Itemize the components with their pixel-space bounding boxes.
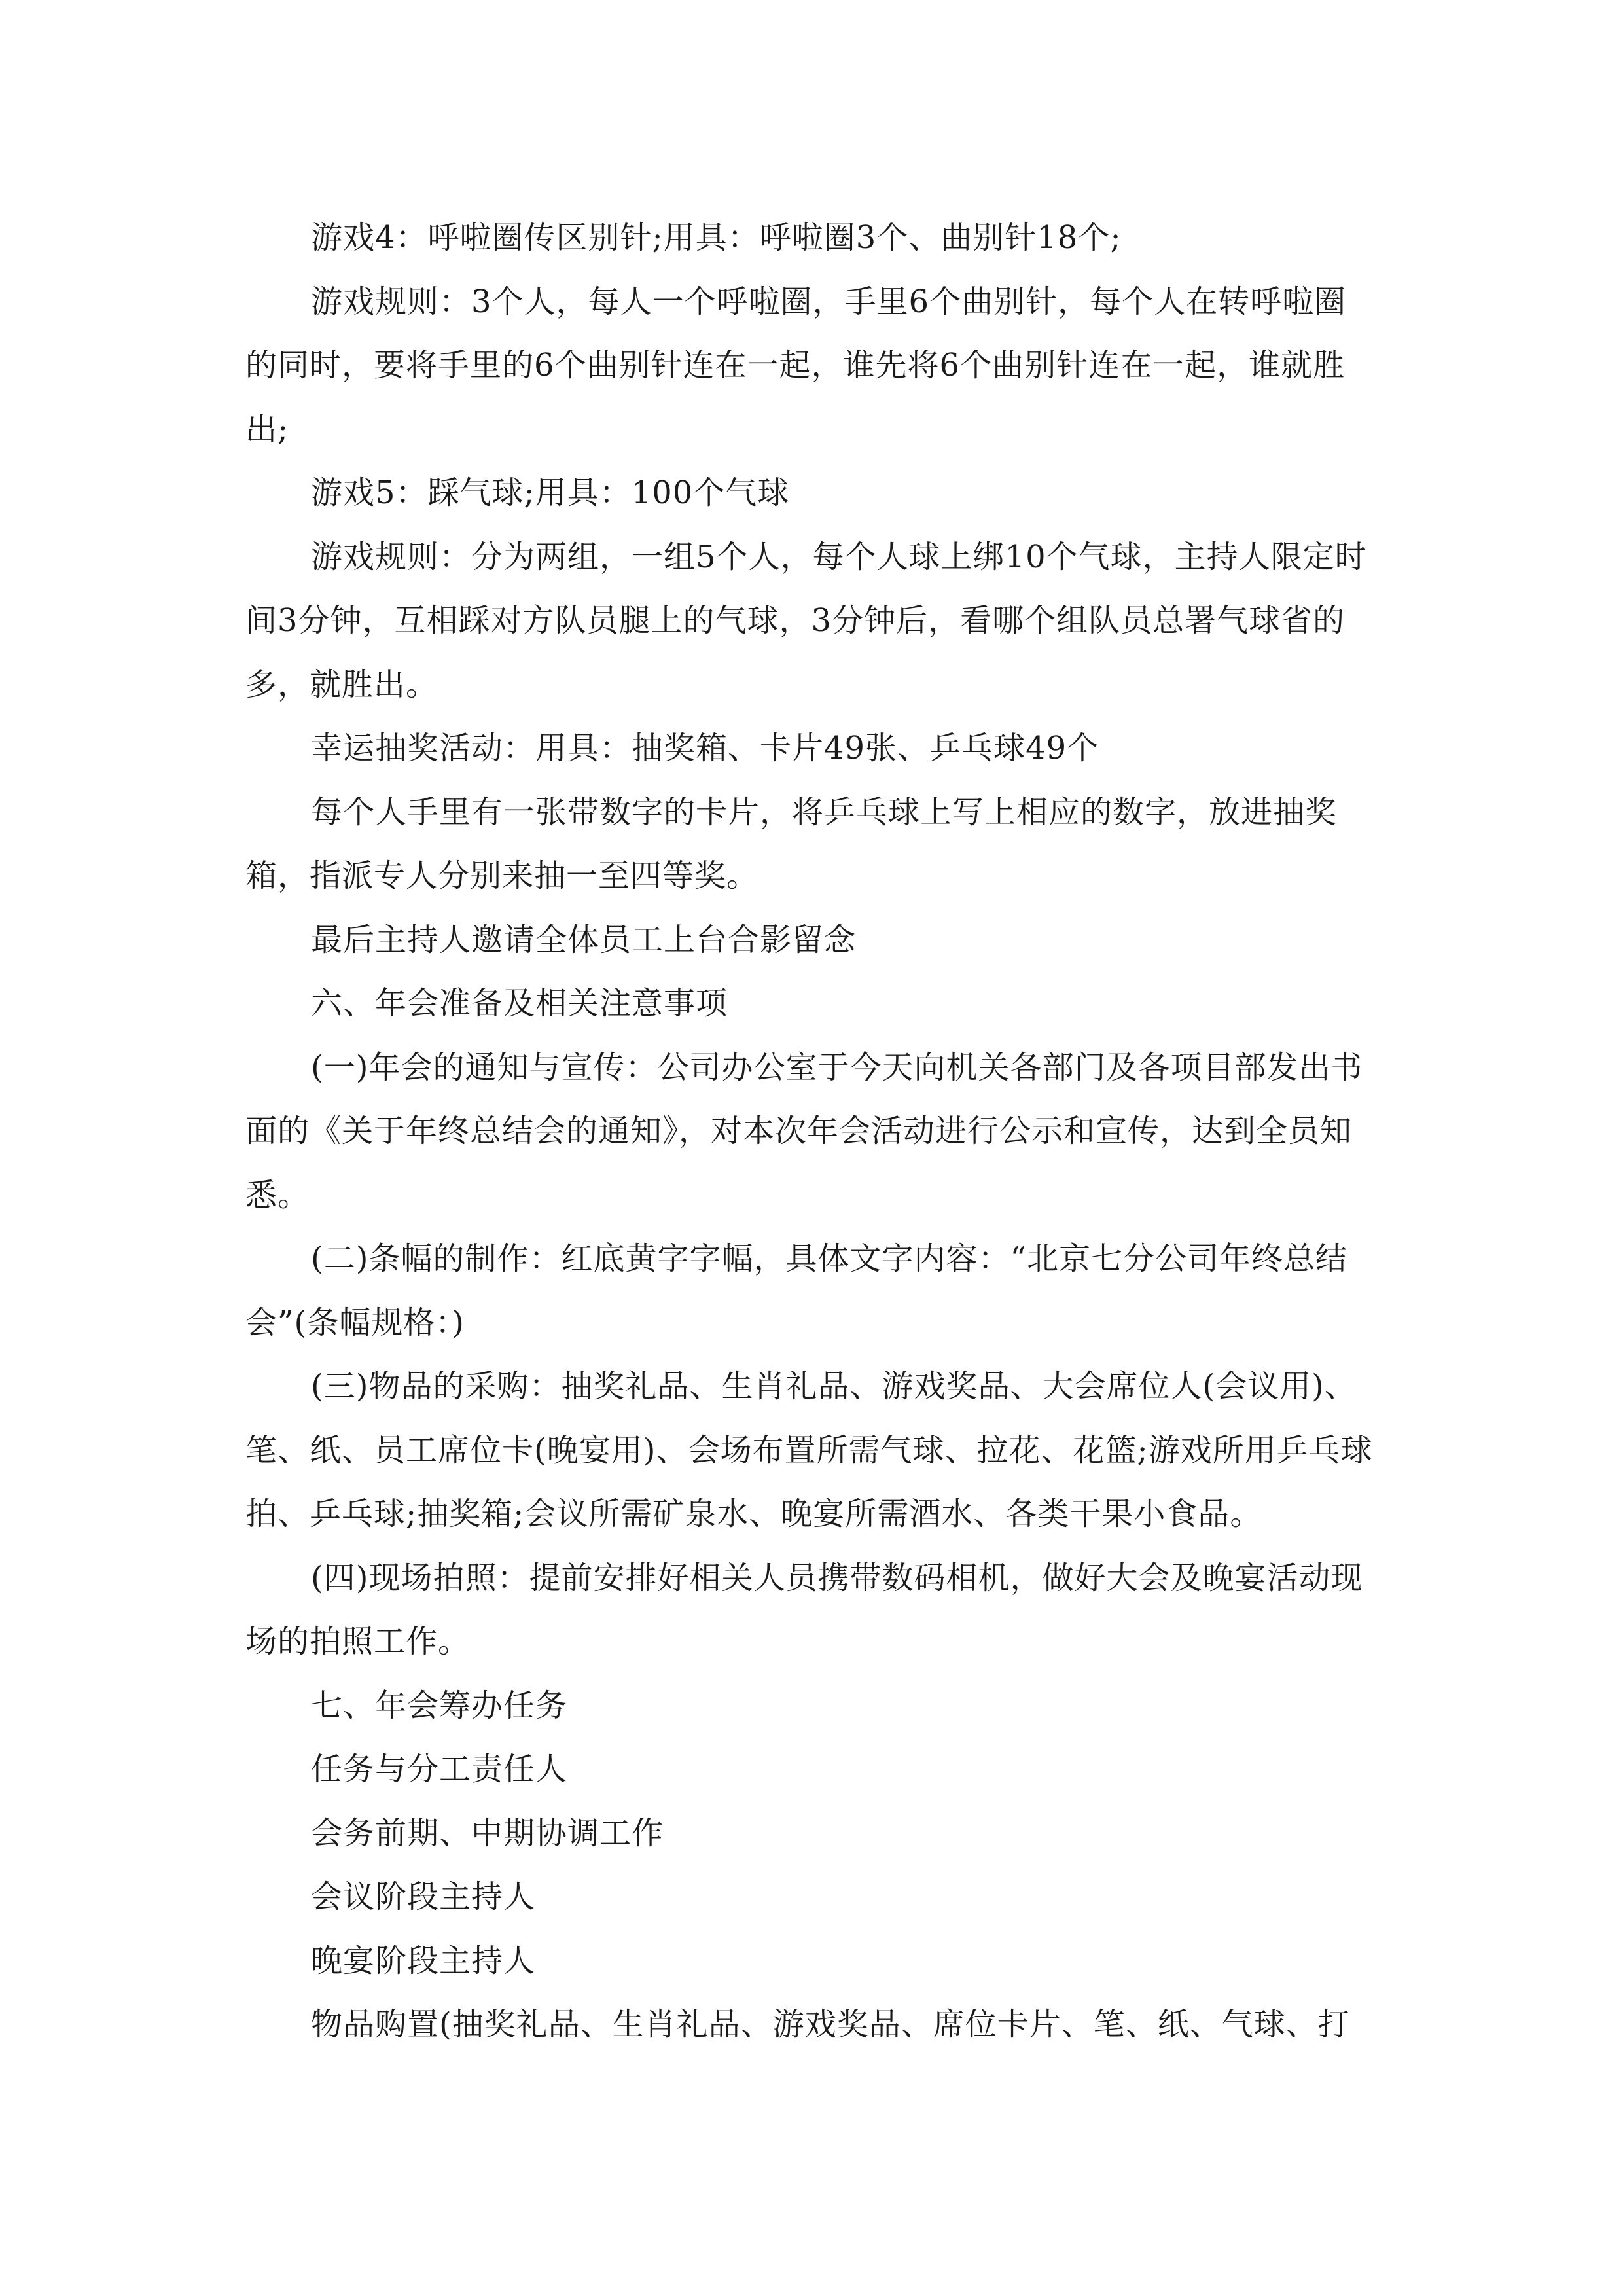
paragraph-game5-rules: 游戏规则：分为两组，一组5个人，每个人球上绑10个气球，主持人限定时间3分钟，互相踩对方队员腿上的气球，3分钟后，看哪个组队员总署气球省的多，就胜出。 <box>245 538 1367 703</box>
paragraph-group-photo: 最后主持人邀请全体员工上台合影留念 <box>311 921 857 958</box>
paragraph-item-purchase: 物品购置(抽奖礼品、生肖礼品、游戏奖品、席位卡片、笔、纸、气球、打 <box>311 2006 1350 2043</box>
paragraph-notice: (一)年会的通知与宣传：公司办公室于今天向机关各部门及各项目部发出书面的《关于年终总结会的通知》，对本次年会活动进行公示和宣传，达到全员知悉。 <box>245 1049 1363 1213</box>
paragraph-photography: (四)现场拍照：提前安排好相关人员携带数码相机，做好大会及晚宴活动现场的拍照工作。 <box>245 1559 1363 1660</box>
paragraph-task-division: 任务与分工责任人 <box>311 1751 568 1787</box>
paragraph-purchasing: (三)物品的采购：抽奖礼品、生肖礼品、游戏奖品、大会席位人(会议用)、笔、纸、员工席位卡(晚宴用)、会场布置所需气球、拉花、花篮;游戏所用乒乓球拍、乒乓球;抽奖箱;会议所需矿泉水、晚宴所需酒水、各类干果小食品。 <box>245 1368 1373 1532</box>
paragraph-banquet-host: 晚宴阶段主持人 <box>311 1942 536 1979</box>
paragraph-game4: 游戏4：呼啦圈传区别针;用具：呼啦圈3个、曲别针18个; <box>311 219 1122 256</box>
paragraph-game4-rules: 游戏规则：3个人，每人一个呼啦圈，手里6个曲别针，每个人在转呼啦圈的同时，要将手里的6个曲别针连在一起，谁先将6个曲别针连在一起，谁就胜出; <box>245 283 1347 448</box>
paragraph-lucky-draw: 幸运抽奖活动：用具：抽奖箱、卡片49张、乒乓球49个 <box>311 730 1099 766</box>
paragraph-meeting-host: 会议阶段主持人 <box>311 1878 536 1915</box>
paragraph-game5: 游戏5：踩气球;用具：100个气球 <box>311 475 790 511</box>
section-heading-preparation: 六、年会准备及相关注意事项 <box>311 985 728 1022</box>
paragraph-banner: (二)条幅的制作：红底黄字字幅，具体文字内容：“北京七分公司年终总结会”(条幅规格：) <box>245 1240 1347 1341</box>
document-body <box>245 206 1378 2057</box>
section-heading-tasks: 七、年会筹办任务 <box>311 1687 568 1724</box>
paragraph-coordination: 会务前期、中期协调工作 <box>311 1814 664 1852</box>
paragraph-lucky-draw-rules: 每个人手里有一张带数字的卡片，将乒乓球上写上相应的数字，放进抽奖箱，指派专人分别来抽一至四等奖。 <box>245 793 1338 894</box>
